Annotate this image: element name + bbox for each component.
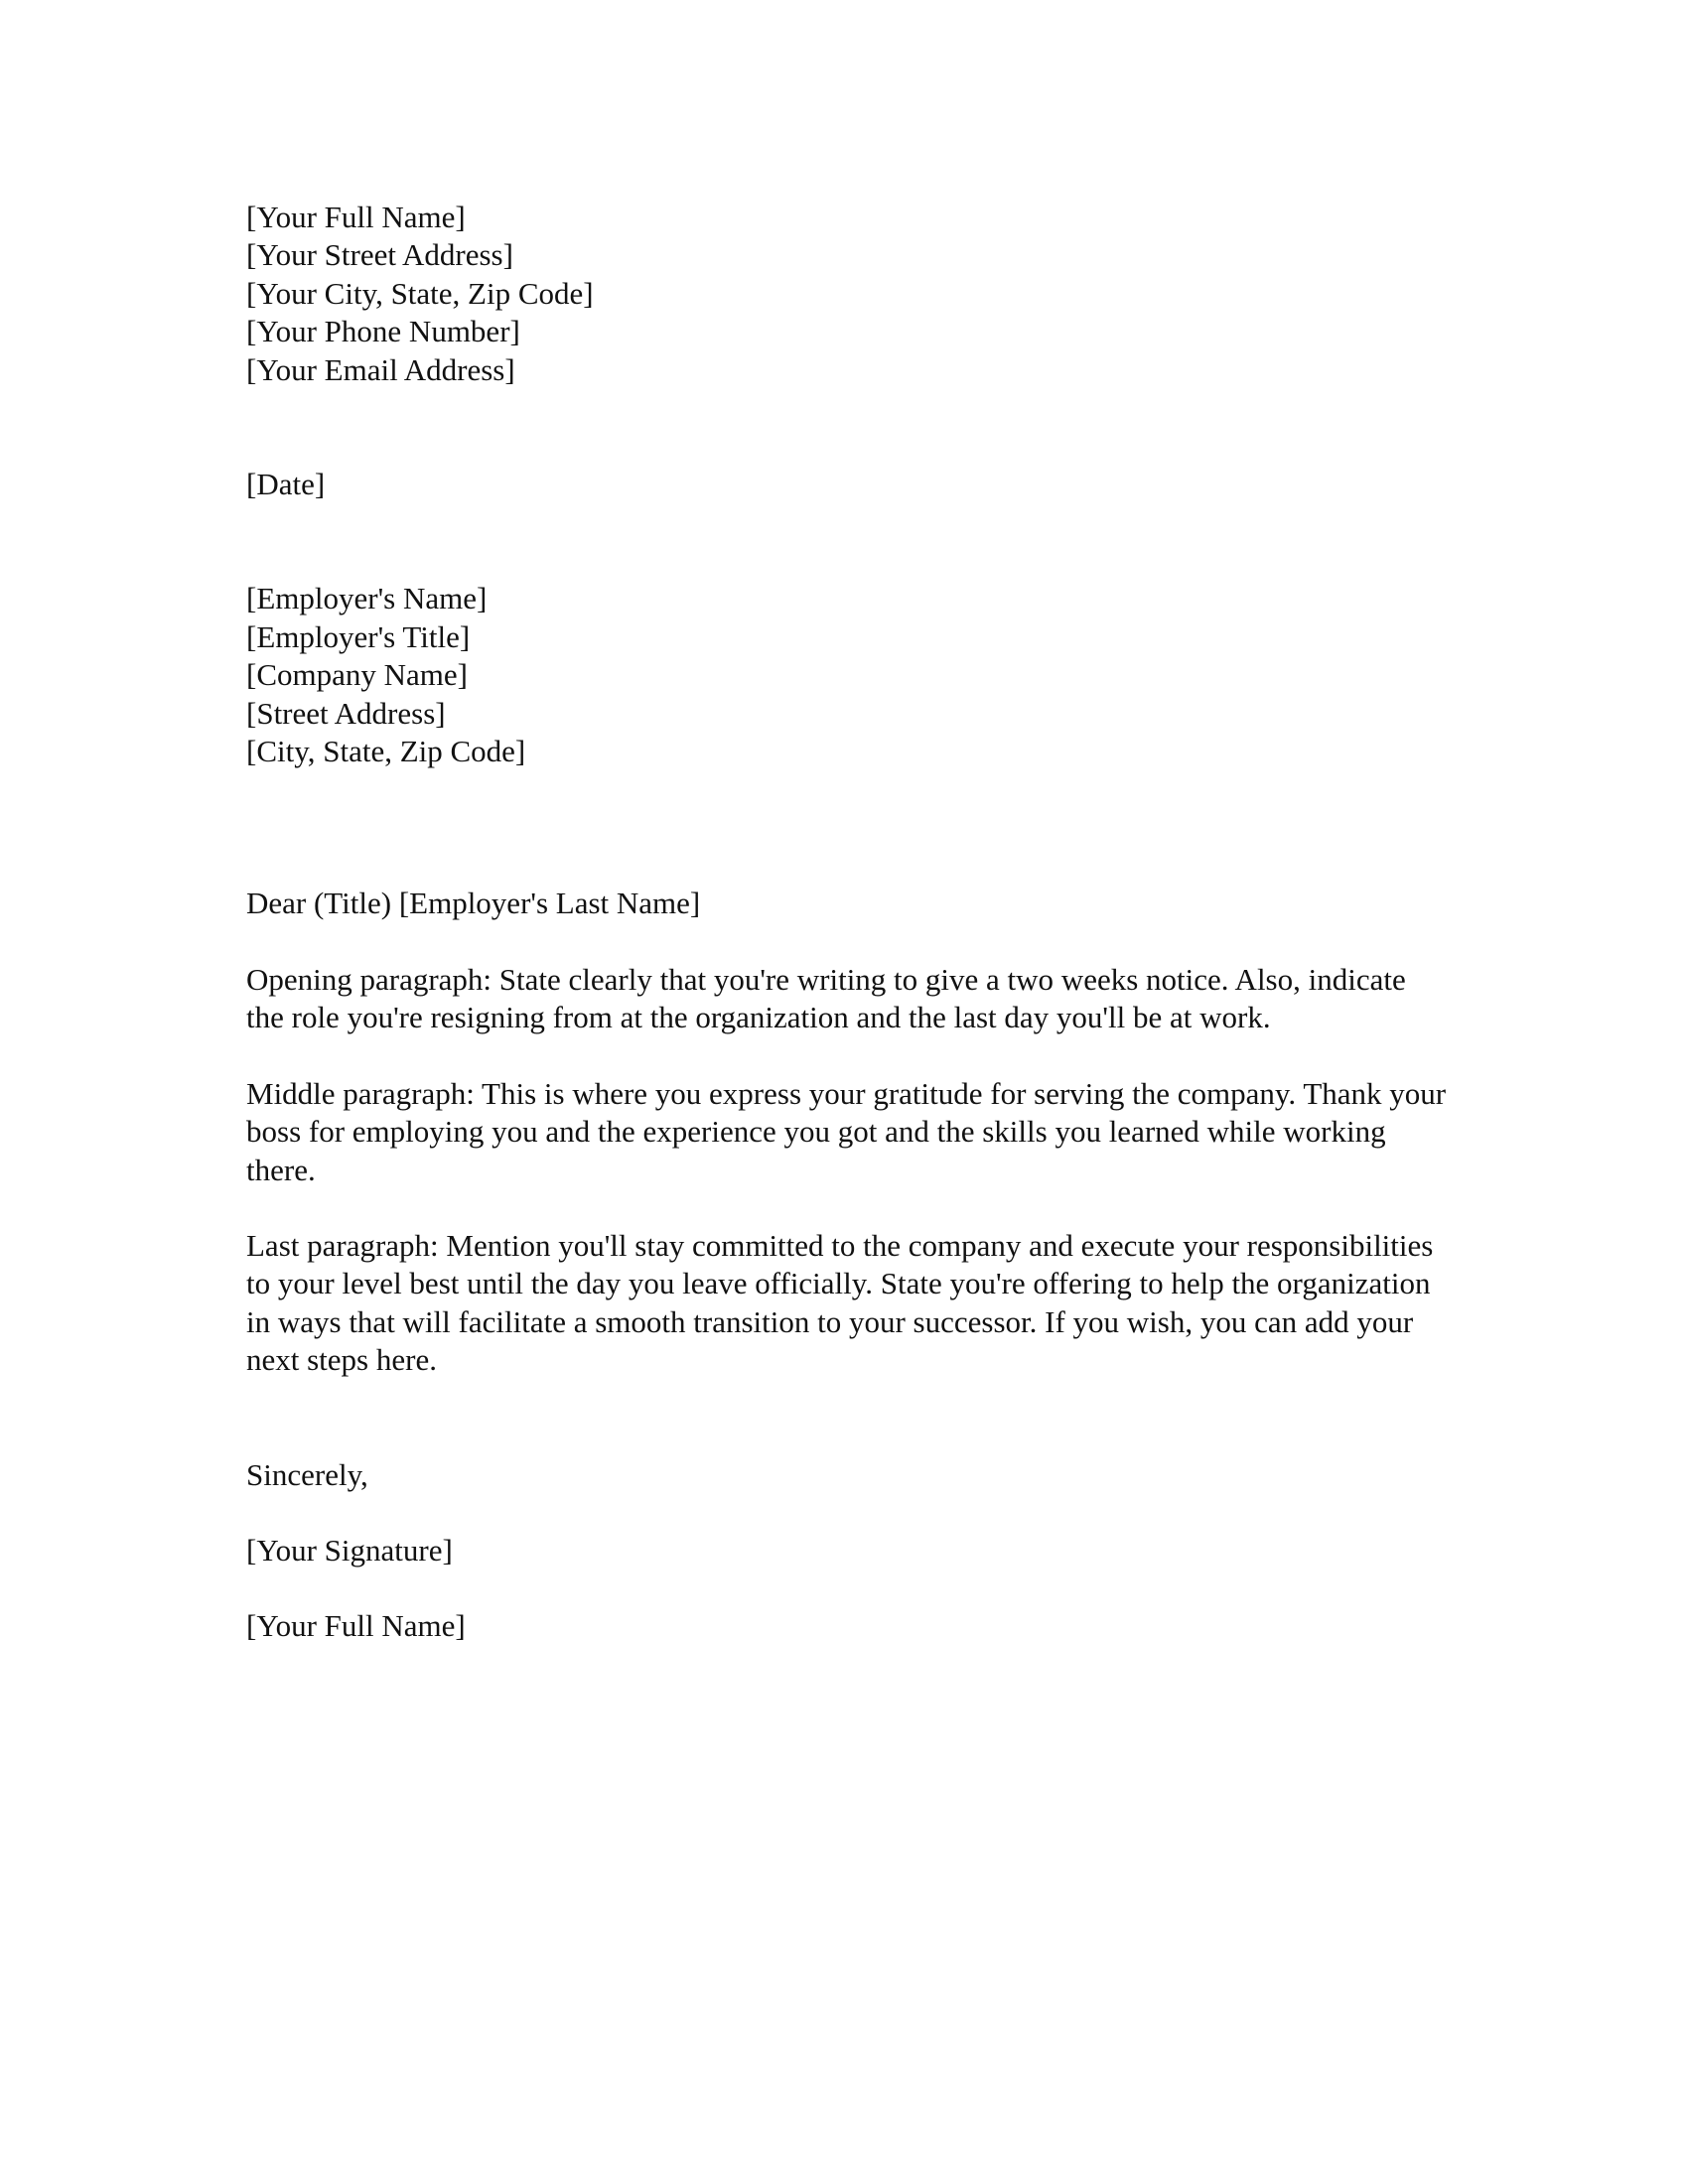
valediction: Sincerely, <box>246 1456 368 1492</box>
sender-phone: [Your Phone Number] <box>246 314 520 349</box>
recipient-company: [Company Name] <box>246 657 468 693</box>
sender-city-state-zip: [Your City, State, Zip Code] <box>246 275 594 311</box>
recipient-title: [Employer's Title] <box>246 618 471 654</box>
letter-body <box>246 199 1448 1646</box>
date-block <box>246 466 1448 503</box>
salutation: Dear (Title) [Employer's Last Name] <box>246 886 701 921</box>
recipient-name: [Employer's Name] <box>246 581 488 616</box>
closing-full-name: [Your Full Name] <box>246 1608 466 1644</box>
letter-date: [Date] <box>246 467 326 502</box>
sender-full-name: [Your Full Name] <box>246 200 466 234</box>
opening-paragraph: Opening paragraph: State clearly that you're writing to give a two weeks notice. Also, indicate the role you're resigning from at the organization and the last day you'll be at work. <box>246 961 1406 1035</box>
recipient-address-block <box>246 580 1448 770</box>
sender-street-address: [Your Street Address] <box>246 237 513 273</box>
recipient-street-address: [Street Address] <box>246 695 446 731</box>
signature-placeholder: [Your Signature] <box>246 1532 453 1568</box>
sender-email: [Your Email Address] <box>246 351 515 387</box>
sender-address-block <box>246 199 1448 389</box>
middle-paragraph: Middle paragraph: This is where you express your gratitude for serving the company. Thank your boss for employing you and the experience you got and the skills you learned while working there. <box>246 1075 1447 1187</box>
recipient-city-state-zip: [City, State, Zip Code] <box>246 734 526 769</box>
last-paragraph: Last paragraph: Mention you'll stay committed to the company and execute your responsibilities to your level best until the day you leave officially. State you're offering to help the organization in ways that will facilitate a smooth transition to your successor. If you wish, you can add your next steps here. <box>246 1227 1434 1378</box>
